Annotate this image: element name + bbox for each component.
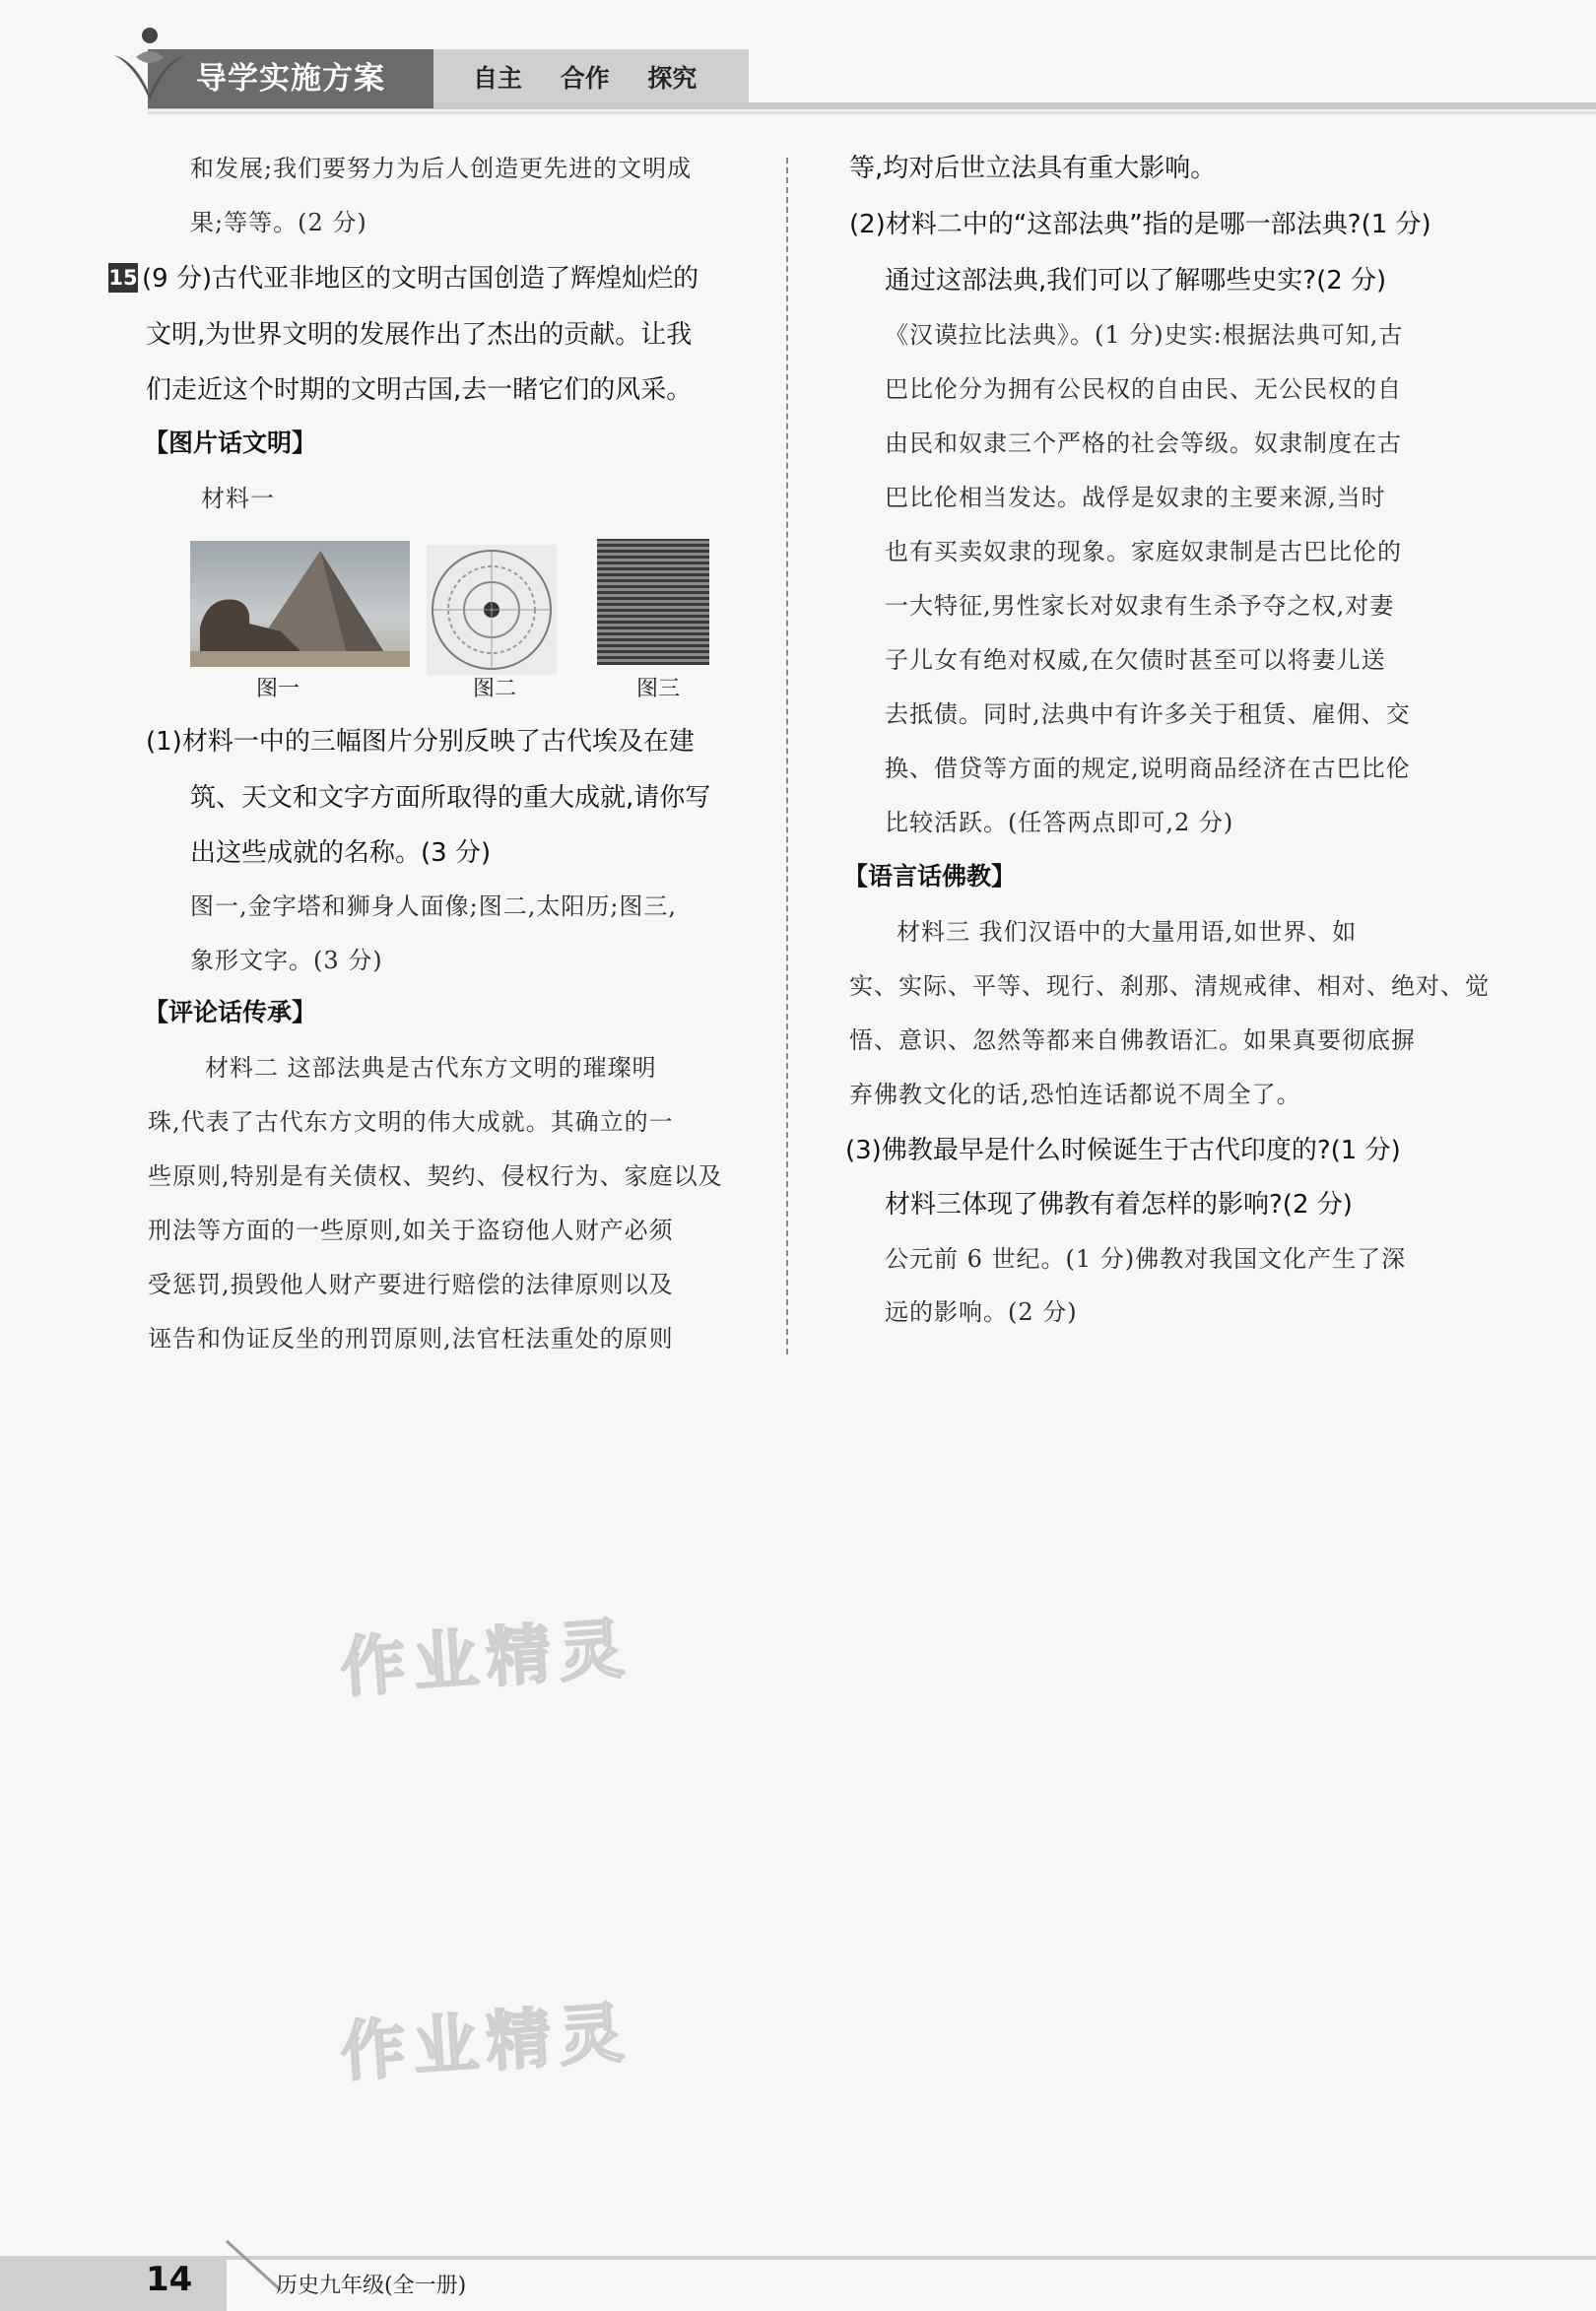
watermark: 作业精灵 xyxy=(338,1610,634,1707)
figure-caption: 图二 xyxy=(472,677,516,701)
answer-text: 巴比伦相当发达。战俘是奴隶的主要来源,当时 xyxy=(885,484,1386,511)
header-title: 导学实施方案 xyxy=(148,49,433,108)
solar-calendar-image xyxy=(427,545,557,675)
section-heading: 【语言话佛教】 xyxy=(843,862,1017,891)
pyramid-sphinx-image xyxy=(190,541,410,667)
section-heading: 【图片话文明】 xyxy=(144,429,317,457)
material-text: 刑法等方面的一些原则,如关于盗窃他人财产必须 xyxy=(148,1217,674,1244)
answer-text: 由民和奴隶三个严格的社会等级。奴隶制度在古 xyxy=(885,429,1402,457)
watermark: 作业精灵 xyxy=(338,1994,634,2091)
figure-caption: 图三 xyxy=(635,677,680,701)
question-text: 筑、天文和文字方面所取得的重大成就,请你写 xyxy=(190,783,711,813)
hieroglyph-image xyxy=(597,539,709,665)
question-text: (2)材料二中的“这部法典”指的是哪一部法典?(1 分) xyxy=(849,210,1431,239)
question-text: (9 分)古代亚非地区的文明古国创造了辉煌灿烂的 xyxy=(142,264,699,294)
material-text: 等,均对后世立法具有重大影响。 xyxy=(849,154,1217,183)
page-header xyxy=(0,0,1596,123)
question-text: (1)材料一中的三幅图片分别反映了古代埃及在建 xyxy=(146,727,695,757)
answer-text: 果;等等。(2 分) xyxy=(190,209,367,236)
answer-text: 《汉谟拉比法典》。(1 分)史实:根据法典可知,古 xyxy=(885,321,1404,349)
material-text: 受惩罚,损毁他人财产要进行赔偿的法律原则以及 xyxy=(148,1271,674,1298)
book-logo-icon xyxy=(106,26,193,106)
question-text: 通过这部法典,我们可以了解哪些史实?(2 分) xyxy=(885,266,1387,296)
question-text: 文明,为世界文明的发展作出了杰出的贡献。让我 xyxy=(146,320,693,350)
answer-text: 换、借贷等方面的规定,说明商品经济在古巴比伦 xyxy=(885,755,1411,782)
question-text: (3)佛教最早是什么时候诞生于古代印度的?(1 分) xyxy=(845,1136,1401,1165)
answer-text: 象形文字。(3 分) xyxy=(190,947,383,974)
answer-text: 远的影响。(2 分) xyxy=(885,1298,1078,1326)
header-tags: 自主 合作 探究 xyxy=(473,64,698,93)
answer-text: 图一,金字塔和狮身人面像;图二,太阳历;图三, xyxy=(190,892,678,920)
material-text: 诬告和伪证反坐的刑罚原则,法官枉法重处的原则 xyxy=(148,1325,674,1353)
answer-text: 子儿女有绝对权威,在欠债时甚至可以将妻儿送 xyxy=(885,646,1386,674)
page-number: 14 xyxy=(146,2260,193,2299)
material-text: 珠,代表了古代东方文明的伟大成就。其确立的一 xyxy=(148,1108,674,1136)
figure-caption: 图一 xyxy=(255,677,299,701)
material-text: 些原则,特别是有关债权、契约、侵权行为、家庭以及 xyxy=(148,1162,723,1190)
question-text: 们走近这个时期的文明古国,去一睹它们的风采。 xyxy=(146,375,693,405)
question-number: 15 xyxy=(108,263,138,293)
material-text: 材料三 我们汉语中的大量用语,如世界、如 xyxy=(897,918,1358,946)
page-number-box xyxy=(0,2256,227,2311)
question-text: 材料三体现了佛教有着怎样的影响?(2 分) xyxy=(885,1190,1353,1220)
answer-text: 公元前 6 世纪。(1 分)佛教对我国文化产生了深 xyxy=(885,1245,1407,1273)
answer-text: 去抵债。同时,法典中有许多关于租赁、雇佣、交 xyxy=(885,700,1411,728)
material-text: 材料二 这部法典是古代东方文明的璀璨明 xyxy=(205,1054,657,1082)
answer-text: 一大特征,男性家长对奴隶有生杀予夺之权,对妻 xyxy=(885,592,1395,620)
answer-text: 比较活跃。(任答两点即可,2 分) xyxy=(885,809,1234,836)
material-label: 材料一 xyxy=(201,485,275,512)
section-heading: 【评论话传承】 xyxy=(144,998,317,1026)
column-divider xyxy=(786,158,788,1354)
material-text: 弃佛教文化的话,恐怕连话都说不周全了。 xyxy=(849,1081,1301,1108)
material-text: 实、实际、平等、现行、刹那、清规戒律、相对、绝对、觉 xyxy=(849,972,1490,1000)
material-text: 悟、意识、忽然等都来自佛教语汇。如果真要彻底摒 xyxy=(849,1026,1416,1054)
answer-text: 巴比伦分为拥有公民权的自由民、无公民权的自 xyxy=(885,375,1402,403)
answer-text: 也有买卖奴隶的现象。家庭奴隶制是古巴比伦的 xyxy=(885,538,1402,565)
answer-text: 和发展;我们要努力为后人创造更先进的文明成 xyxy=(190,155,693,182)
question-15 xyxy=(108,261,698,297)
question-text: 出这些成就的名称。(3 分) xyxy=(190,838,492,868)
book-title: 历史九年级(全一册) xyxy=(276,2274,467,2298)
header-rule-thin xyxy=(148,111,1596,114)
